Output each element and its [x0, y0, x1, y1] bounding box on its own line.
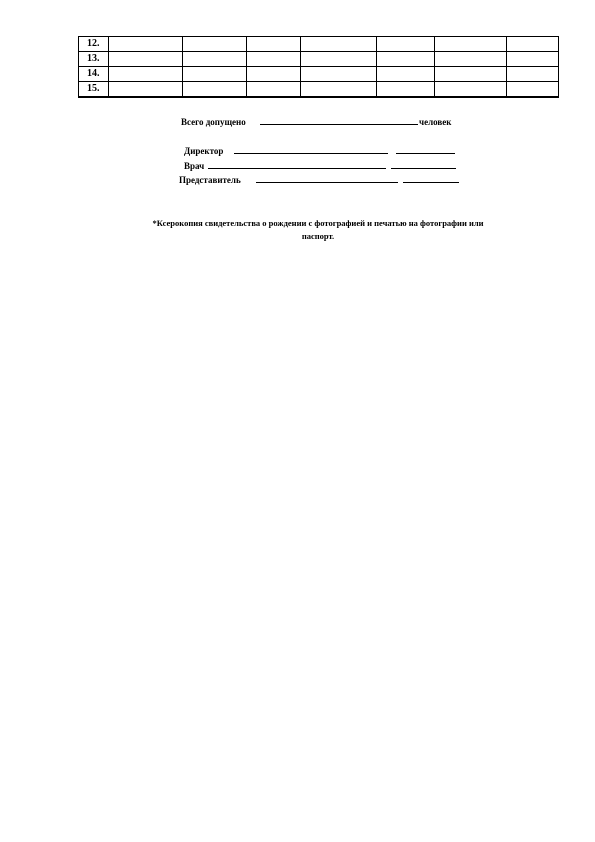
table-cell — [183, 52, 247, 67]
table-row — [79, 82, 559, 98]
table-row — [79, 37, 559, 52]
table-cell — [435, 82, 507, 98]
table-cell — [301, 82, 377, 98]
representative-signature-line — [403, 182, 459, 183]
table-cell — [507, 52, 559, 67]
table-cell — [247, 67, 301, 82]
table-cell — [109, 67, 183, 82]
table-cell — [301, 67, 377, 82]
director-label: Директор — [184, 146, 224, 156]
footnote-line-1: *Ксерокопия свидетельства о рождении с фотографией и печатью на фотографии или — [152, 218, 484, 228]
director-name-line — [234, 153, 388, 154]
participants-table — [78, 36, 559, 98]
table-cell — [435, 37, 507, 52]
row-number: 12. — [79, 37, 109, 52]
table-cell — [507, 67, 559, 82]
table-cell — [507, 37, 559, 52]
row-number: 15. — [79, 82, 109, 98]
table-cell — [183, 82, 247, 98]
doctor-name-line — [208, 168, 386, 169]
row-number: 14. — [79, 67, 109, 82]
table-cell — [301, 37, 377, 52]
table-cell — [377, 52, 435, 67]
table-row — [79, 67, 559, 82]
table-cell — [435, 52, 507, 67]
table-cell — [183, 37, 247, 52]
row-number: 13. — [79, 52, 109, 67]
table-cell — [377, 82, 435, 98]
footnote-line-2: паспорт. — [301, 231, 335, 241]
table-cell — [247, 52, 301, 67]
director-signature-line — [396, 153, 455, 154]
table-cell — [109, 52, 183, 67]
table-cell — [507, 82, 559, 98]
table-cell — [377, 67, 435, 82]
representative-label: Представитель — [179, 175, 241, 185]
total-blank-line — [260, 124, 418, 125]
table-cell — [301, 52, 377, 67]
table-cell — [109, 37, 183, 52]
table-cell — [435, 67, 507, 82]
footnote — [96, 217, 540, 243]
table-cell — [109, 82, 183, 98]
table-cell — [247, 82, 301, 98]
table-cell — [247, 37, 301, 52]
doctor-label: Врач — [184, 161, 205, 171]
total-suffix: человек — [419, 117, 452, 127]
table-row — [79, 52, 559, 67]
total-label: Всего допущено — [181, 117, 246, 127]
doctor-signature-line — [391, 168, 456, 169]
table-cell — [183, 67, 247, 82]
table-cell — [377, 37, 435, 52]
representative-name-line — [256, 182, 398, 183]
